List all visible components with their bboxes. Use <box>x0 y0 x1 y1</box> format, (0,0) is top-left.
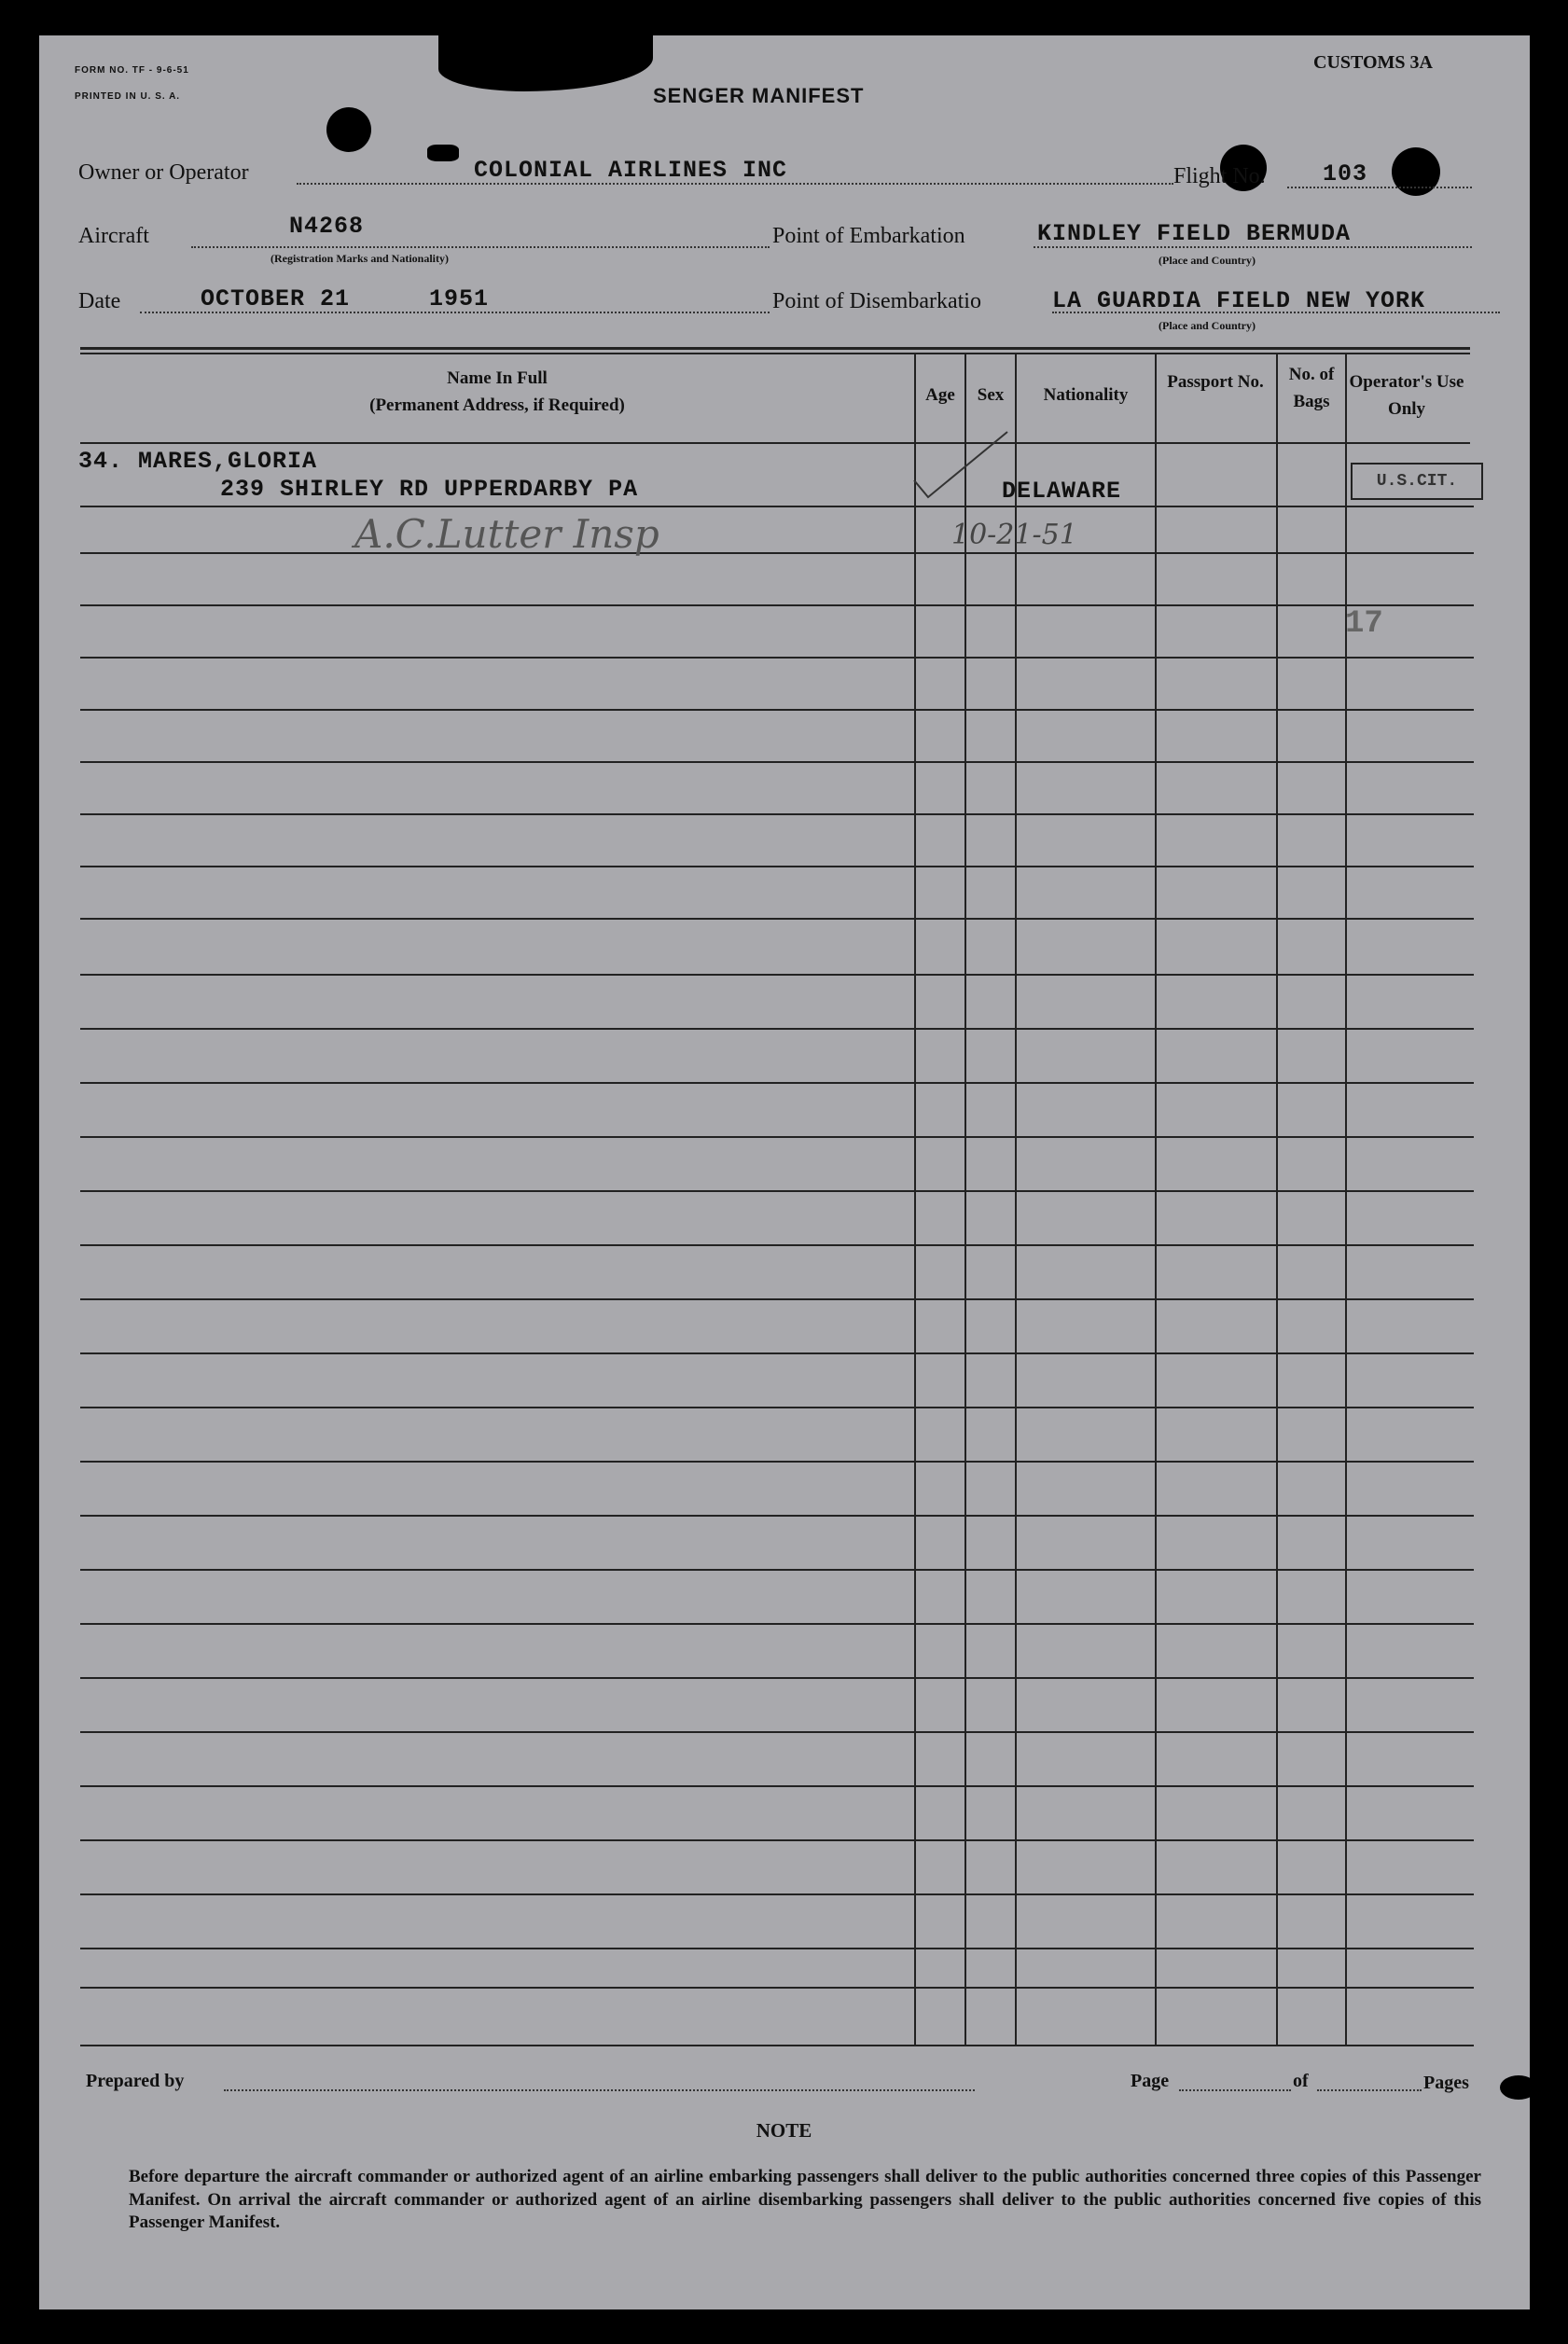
of-label: of <box>1293 2071 1309 2091</box>
form-number: FORM NO. TF - 9-6-51 <box>75 65 189 76</box>
punch-hole <box>1392 147 1440 196</box>
row-rule <box>80 552 1474 554</box>
signature-date: 10-21-51 <box>951 519 1077 551</box>
header-sex: Sex <box>977 385 1005 405</box>
embarkation-label: Point of Embarkation <box>772 224 965 248</box>
citizenship-stamp: U.S.CIT. <box>1351 463 1483 500</box>
edge-tear <box>1500 2075 1537 2100</box>
flight-label: Flight No. <box>1173 164 1266 188</box>
table-top-rule-2 <box>80 353 1470 354</box>
column-divider <box>1015 353 1017 2046</box>
row-rule <box>80 709 1474 711</box>
passenger-address: 239 SHIRLEY RD UPPERDARBY PA <box>220 476 639 503</box>
passenger-name: 34. MARES,GLORIA <box>78 448 318 475</box>
row-rule <box>80 1785 1474 1787</box>
passenger-nationality: DELAWARE <box>1002 478 1122 505</box>
row-rule <box>80 1407 1474 1408</box>
header-bags: No. of Bags <box>1288 365 1335 411</box>
prepared-by-label: Prepared by <box>86 2071 185 2091</box>
inspector-signature: A.C.Lutter Insp <box>354 511 659 557</box>
row-rule <box>80 813 1474 815</box>
note-title: NOTE <box>756 2119 812 2142</box>
header-name: Name In Full (Permanent Address, if Required) <box>369 368 625 415</box>
row-rule <box>80 761 1474 763</box>
row-rule <box>80 918 1474 920</box>
row-rule <box>80 1623 1474 1625</box>
table-header-rule <box>80 442 1470 444</box>
row-rule <box>80 604 1474 606</box>
row-rule <box>80 1893 1474 1895</box>
row-rule <box>80 1352 1474 1354</box>
date-month-day: OCTOBER 21 <box>201 285 351 312</box>
row-rule <box>80 1987 1474 1989</box>
row-rule <box>80 1298 1474 1300</box>
punch-hole <box>427 145 459 161</box>
row-rule <box>80 1677 1474 1679</box>
column-divider <box>1276 353 1278 2046</box>
header-nationality: Nationality <box>1043 385 1129 405</box>
row-rule <box>80 1028 1474 1030</box>
disembarkation-value: LA GUARDIA FIELD NEW YORK <box>1052 287 1426 314</box>
row-rule <box>80 1839 1474 1841</box>
disembarkation-sublabel: (Place and Country) <box>1159 319 1256 332</box>
aircraft-value: N4268 <box>289 213 365 240</box>
note-text: Before departure the aircraft commander or authorized agent of an airline embarking passengers shall deliver to the public authorities concerned three copies of this Passenger Manifest. On arrival the aircraft commander or authorized agent of an airline disembarking passengers shall deliver to the public authorities concerned five copies of this Passenger Manifest. <box>129 2167 1481 2233</box>
row-rule <box>80 1515 1474 1517</box>
row-rule <box>80 506 1474 507</box>
row-rule <box>80 1136 1474 1138</box>
row-rule <box>80 1461 1474 1463</box>
flight-value: 103 <box>1323 160 1368 187</box>
row-rule <box>80 2045 1474 2046</box>
disembarkation-label: Point of Disembarkatio <box>772 289 981 313</box>
header-age: Age <box>925 385 955 405</box>
column-divider <box>1155 353 1157 2046</box>
row-rule <box>80 866 1474 867</box>
row-rule <box>80 974 1474 976</box>
page-label: Page <box>1131 2071 1170 2091</box>
aircraft-sublabel: (Registration Marks and Nationality) <box>271 252 449 265</box>
owner-label: Owner or Operator <box>78 160 249 185</box>
punch-hole <box>326 107 371 152</box>
page-title: SENGER MANIFEST <box>653 84 865 107</box>
table-top-rule <box>80 347 1470 350</box>
aircraft-label: Aircraft <box>78 224 149 248</box>
row-rule <box>80 1569 1474 1571</box>
row-rule <box>80 1190 1474 1192</box>
column-divider <box>914 353 916 2046</box>
row-rule <box>80 1082 1474 1084</box>
operator-mark: 17 <box>1345 606 1383 642</box>
column-divider <box>964 353 966 2046</box>
row-rule <box>80 1244 1474 1246</box>
header-passport: Passport No. <box>1167 372 1264 392</box>
printed-in: PRINTED IN U. S. A. <box>75 91 181 102</box>
row-rule <box>80 657 1474 659</box>
owner-value: COLONIAL AIRLINES INC <box>474 157 788 184</box>
header-operator: Operator's Use Only <box>1349 372 1464 419</box>
customs-form-id: CUSTOMS 3A <box>1313 52 1433 73</box>
pages-label: Pages <box>1423 2073 1469 2093</box>
row-rule <box>80 1731 1474 1733</box>
row-rule <box>80 1948 1474 1949</box>
date-year: 1951 <box>429 285 490 312</box>
date-label: Date <box>78 289 121 313</box>
embarkation-value: KINDLEY FIELD BERMUDA <box>1037 220 1352 247</box>
embarkation-sublabel: (Place and Country) <box>1159 254 1256 267</box>
check-mark <box>905 424 1017 499</box>
